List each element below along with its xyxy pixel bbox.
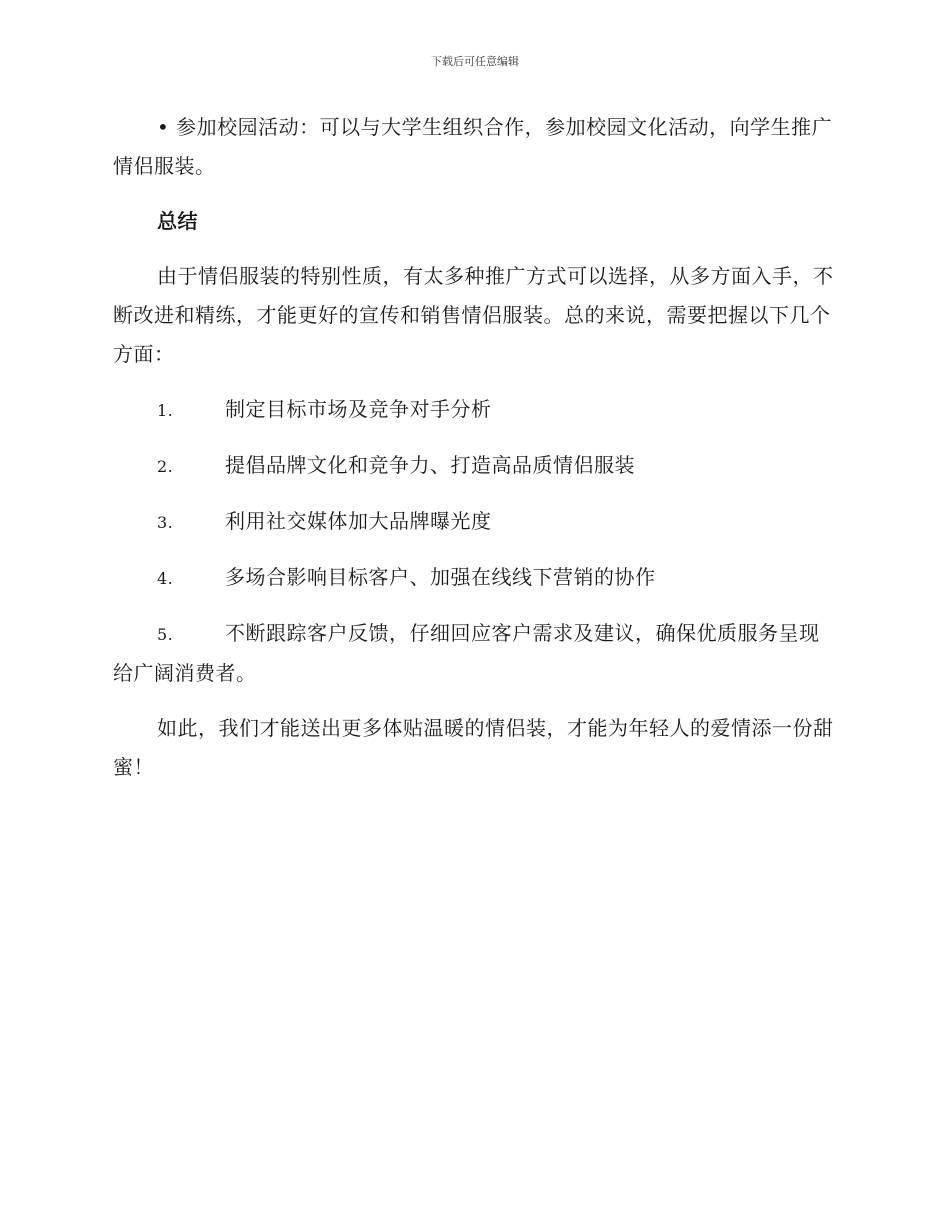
list-item xyxy=(113,614,835,693)
page-header: 下载后可任意编辑 xyxy=(431,55,519,68)
list-item-text: 制定目标市场及竞争对手分析 xyxy=(225,397,492,421)
list-item xyxy=(113,502,835,542)
list-item-text: 利用社交媒体加大品牌曝光度 xyxy=(225,509,492,533)
list-number: 3. xyxy=(157,513,174,532)
closing-paragraph: 如此，我们才能送出更多体贴温暖的情侣装，才能为年轻人的爱情添一份甜蜜！ xyxy=(113,716,834,779)
bullet-paragraph: • 参加校园活动：可以与大学生组织合作，参加校园文化活动，向学生推广情侣服装。 xyxy=(113,115,833,178)
intro-paragraph: 由于情侣服装的特别性质，有太多种推广方式可以选择，从多方面入手，不断改进和精练，才能更好的宣传和销售情侣服装。总的来说，需要把握以下几个方面： xyxy=(113,264,834,366)
document-body xyxy=(113,108,835,803)
list-number: 2. xyxy=(157,457,174,476)
list-number: 4. xyxy=(157,569,174,588)
section-heading: 总结 xyxy=(157,209,198,233)
list-item-text: 提倡品牌文化和竞争力、打造高品质情侣服装 xyxy=(225,453,635,477)
list-item-text: 不断跟踪客户反馈，仔细回应客户需求及建议，确保优质服务呈现给广阔消费者。 xyxy=(113,621,820,685)
list-item xyxy=(113,390,835,430)
list-number: 1. xyxy=(157,401,174,420)
list-item-text: 多场合影响目标客户、加强在线线下营销的协作 xyxy=(225,565,656,589)
list-number: 5. xyxy=(157,625,174,644)
list-item xyxy=(113,446,835,486)
list-item xyxy=(113,558,835,598)
